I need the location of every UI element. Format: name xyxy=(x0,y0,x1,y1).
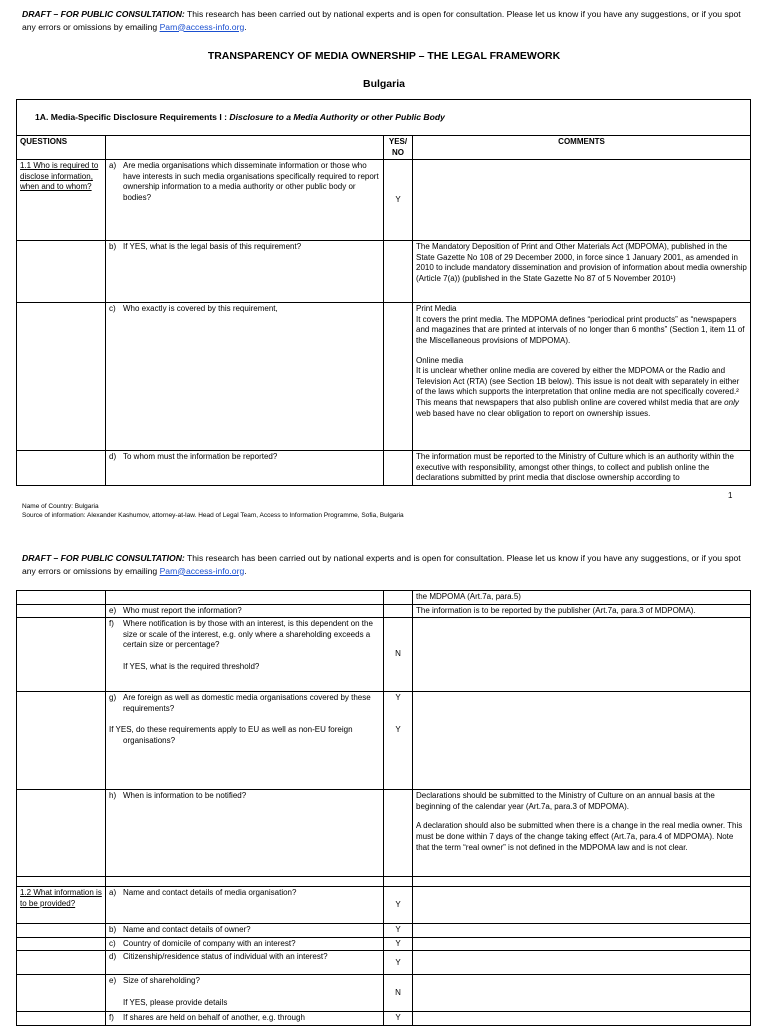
disclaimer-lead: DRAFT – FOR PUBLIC CONSULTATION: xyxy=(22,9,185,19)
row-yesno xyxy=(384,303,413,451)
disclaimer-text: This research has been carried out by national experts and is open for consultation. Please let us know if you have any suggestions, or if you spot any errors or omissions by emailing xyxy=(22,9,741,32)
online-media-heading: Online media xyxy=(416,355,464,365)
row-yesno: Y xyxy=(384,937,413,951)
table-row xyxy=(17,604,751,618)
row-yesno xyxy=(384,604,413,618)
row-question: If shares are held on behalf of another, e.g. through xyxy=(123,1013,305,1023)
table-row xyxy=(17,937,751,951)
table-row xyxy=(17,591,751,605)
row-letter: c) xyxy=(109,304,116,314)
row-letter: a) xyxy=(109,161,117,171)
row-letter: d) xyxy=(109,952,117,962)
disclaimer xyxy=(22,552,750,577)
row-comment xyxy=(413,975,751,1012)
online-media-text: It is unclear whether online media are covered by either the MDPOMA or the Radio and Television Act (RTA) (see Section 1B below). This issue is not dealt with separately in either of the laws which supports the interpretation that online media are not specifically covered.² This means that newspapers that also publish online are covered whilst media that are only web based have no clear obligation to report on ownership issues. xyxy=(416,366,740,418)
print-media-text: It covers the print media. The MDPOMA defines “periodical print products” as “newspapers and magazines that are printed at intervals of no longer than 6 months” (Section 1, item 11 of the Miscellaneous provisions of MDPOMA). xyxy=(416,314,745,345)
footer-source: Source of information: Alexander Kashumov, attorney-at-law. Head of Legal Team, Access to Information Programme, Sofia, Bulgaria xyxy=(22,512,404,519)
header-comments: COMMENTS xyxy=(413,136,751,160)
row-question: Country of domicile of company with an interest? xyxy=(123,938,296,948)
row-question: Name and contact details of media organisation? xyxy=(123,888,297,898)
country-heading: Bulgaria xyxy=(362,78,405,90)
table-row-spacer xyxy=(17,877,751,887)
row-letter: h) xyxy=(109,791,117,801)
row-yesno xyxy=(384,451,413,486)
row-letter: c) xyxy=(109,938,116,948)
table-row xyxy=(17,887,751,924)
email-link[interactable]: Pam@access-info.org xyxy=(159,565,245,576)
row-yesno: N xyxy=(384,975,413,1012)
page-2 xyxy=(0,544,768,1024)
row-comment xyxy=(413,160,751,241)
row-comment: the MDPOMA (Art.7a, para.5) xyxy=(413,591,751,605)
row-yesno: Y xyxy=(384,924,413,938)
table-row xyxy=(17,924,751,938)
disclaimer-end: . xyxy=(244,565,247,576)
row-letter: e) xyxy=(109,605,117,615)
row-question: Citizenship/residence status of individual with an interest? xyxy=(123,952,328,962)
row-yesno: Y xyxy=(384,160,413,241)
table-row xyxy=(17,241,751,303)
table-row xyxy=(17,975,751,1012)
row-question: Are foreign as well as domestic media organisations covered by these requirements? xyxy=(123,693,371,713)
row-comment: The information is to be reported by the publisher (Art.7a, para.3 of MDPOMA). xyxy=(413,604,751,618)
disclaimer-end: . xyxy=(244,21,247,32)
row-question: Are media organisations which disseminate information or those who have interests in such media organisations specifically required to report ownership information to a media authority or other public body or bodies? xyxy=(123,161,379,202)
row-comment xyxy=(413,692,751,790)
header-empty xyxy=(106,136,384,160)
row-yesno: Y xyxy=(384,1012,413,1026)
row-comment xyxy=(413,951,751,975)
table-row xyxy=(17,951,751,975)
page-number: 1 xyxy=(728,491,733,500)
table-row xyxy=(17,790,751,877)
disclaimer-text: This research has been carried out by national experts and is open for consultation. Please let us know if you have any suggestions, or if you spot any errors or omissions by emailing xyxy=(22,553,741,576)
row-letter: f) xyxy=(109,1013,114,1023)
row-question-followup: If YES, do these requirements apply to EU as well as non-EU foreign organisations? xyxy=(109,724,353,745)
row-yesno: Y Y xyxy=(384,692,413,790)
disclaimer-lead: DRAFT – FOR PUBLIC CONSULTATION: xyxy=(22,553,185,563)
table-row xyxy=(17,451,751,486)
email-link[interactable]: Pam@access-info.org xyxy=(159,21,245,32)
row-question-followup: If YES, please provide details xyxy=(123,997,228,1007)
row-letter: a) xyxy=(109,888,117,898)
row-letter: e) xyxy=(109,976,117,986)
header-yesno: YES/ NO xyxy=(384,136,413,160)
section-prefix: 1A. Media-Specific Disclosure Requirements I : xyxy=(35,112,230,123)
questions-table xyxy=(16,99,751,486)
table-row xyxy=(17,160,751,241)
section-italic: Disclosure to a Media Authority or other Public Body xyxy=(229,112,445,123)
print-media-heading: Print Media xyxy=(416,304,457,314)
row-letter: b) xyxy=(109,242,117,252)
row-letter: b) xyxy=(109,925,117,935)
page-separator xyxy=(0,530,768,544)
row-comment: The information must be reported to the Ministry of Culture which is an authority within the executive with responsibility, amongst other things, to collect and publish online the declarations submitted by print media that disclose ownership according to xyxy=(413,451,751,486)
document-title: TRANSPARENCY OF MEDIA OWNERSHIP – THE LEGAL FRAMEWORK xyxy=(207,50,561,62)
row-yesno: Y xyxy=(384,951,413,975)
disclaimer xyxy=(22,8,750,33)
row-question: To whom must the information be reported? xyxy=(123,452,278,462)
row-question: Who must report the information? xyxy=(123,605,242,615)
row-comment xyxy=(413,887,751,924)
row-question: If YES, what is the legal basis of this requirement? xyxy=(123,242,302,252)
row-letter: g) xyxy=(109,693,117,703)
row-letter: f) xyxy=(109,619,114,629)
row-comment xyxy=(413,924,751,938)
row-question: Where notification is by those with an interest, is this dependent on the size or scale of the interest, e.g. only where a shareholding exceeds a certain size or percentage? xyxy=(123,619,373,650)
row-question: When is information to be notified? xyxy=(123,791,247,801)
row-letter: d) xyxy=(109,452,117,462)
row-yesno xyxy=(384,241,413,303)
row-yesno xyxy=(384,790,413,877)
row-comment xyxy=(413,618,751,692)
footer xyxy=(22,502,404,520)
question-1-1: 1.1 Who is required to disclose information, when and to whom? xyxy=(17,160,106,241)
row-question: Who exactly is covered by this requirement, xyxy=(123,304,278,314)
row-comment xyxy=(413,937,751,951)
row-question: Size of shareholding? xyxy=(123,976,200,986)
row-question-followup: If YES, what is the required threshold? xyxy=(123,661,260,671)
row-question: Name and contact details of owner? xyxy=(123,925,251,935)
table-row xyxy=(17,618,751,692)
row-comment: The Mandatory Deposition of Print and Other Materials Act (MDPOMA), published in the State Gazette No 108 of 29 December 2000, in force since 1 January 2001, as amended in 2010 to include mandatory dissemination and provision of information about media ownership (Article 7(a)) (published in the State Gazette No 87 of 5 November 2010¹) xyxy=(413,241,751,303)
header-questions: QUESTIONS xyxy=(17,136,106,160)
footer-country: Name of Country: Bulgaria xyxy=(22,503,99,510)
table-row xyxy=(17,692,751,790)
row-comment xyxy=(413,303,751,451)
row-yesno: N xyxy=(384,618,413,692)
section-heading xyxy=(17,100,751,136)
row-yesno: Y xyxy=(384,887,413,924)
row-comment: Declarations should be submitted to the Ministry of Culture on an annual basis at the beginning of the calendar year (Art.7a, para.3 of MDPOMA). A declaration should also be submitted when there is a change in the real media owner. This must be done within 7 days of the change taking effect (Art.7a, para.4 of MDPOMA). Note that the term “real owner” is not defined in the MDPOMA law and is not clear. xyxy=(413,790,751,877)
table-row xyxy=(17,303,751,451)
question-1-2: 1.2 What information is to be provided? xyxy=(17,887,106,924)
questions-table-continued xyxy=(16,590,751,1026)
